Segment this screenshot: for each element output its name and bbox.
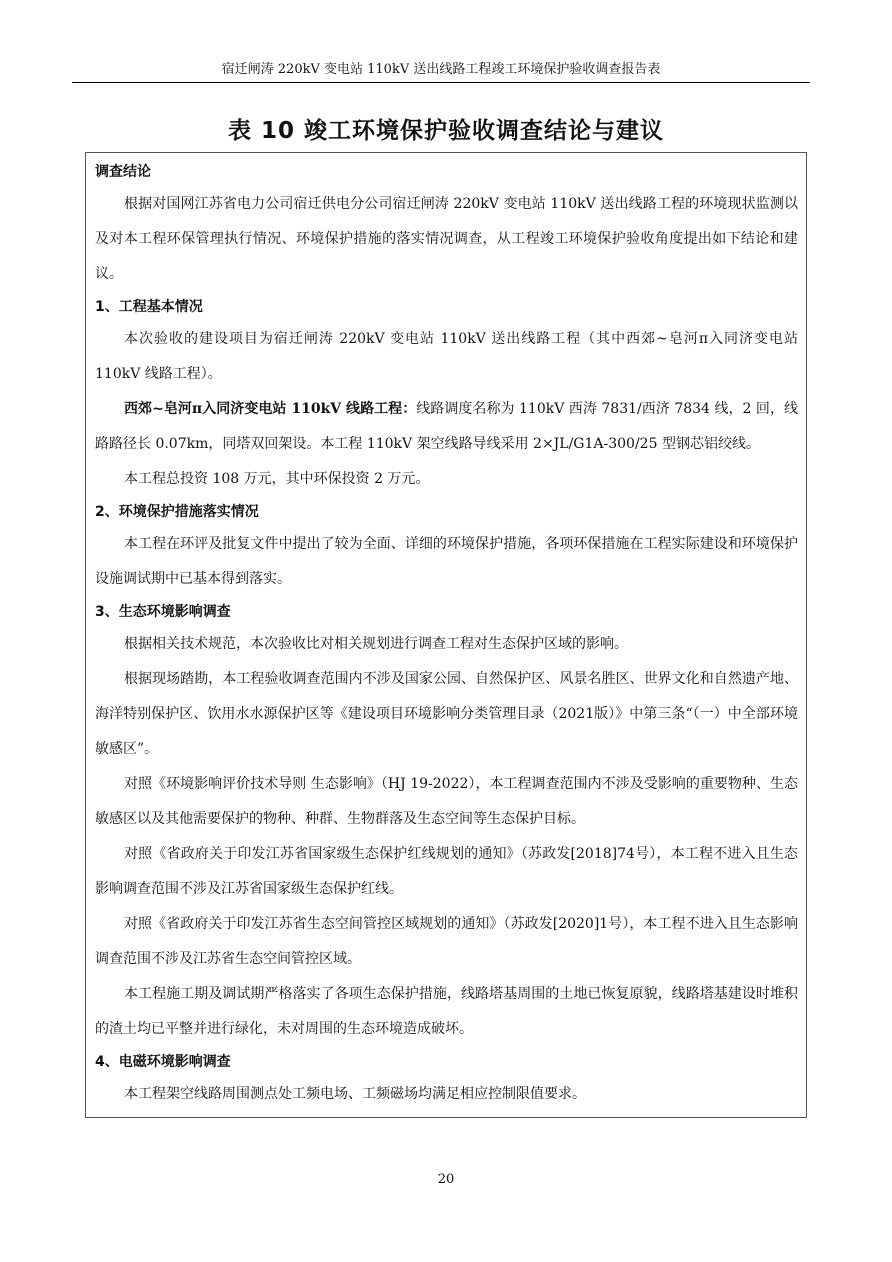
s3-paragraph-5: 对照《省政府关于印发江苏省生态空间管控区域规划的通知》（苏政发[2020]1号），本工程不进入且生态影响调查范围不涉及江苏省生态空间管控区域。 (95, 916, 798, 967)
intro-paragraph: 根据对国网江苏省电力公司宿迁供电分公司宿迁闸涛 220kV 变电站 110kV 送出线路工程的环境现状监测以及对本工程环保管理执行情况、环境保护措施的落实情况调查，从工程竣工环境保护验收角度提出如下结论和建议。 (95, 196, 798, 282)
s3-paragraph-3: 对照《环境影响评价技术导则 生态影响》（HJ 19-2022），本工程调查范围内不涉及受影响的重要物种、生态敏感区以及其他需要保护的物种、种群、生物群落及生态空间等生态保护目标。 (95, 776, 798, 827)
s3-paragraph-1: 根据相关技术规范，本次验收比对相关规划进行调查工程对生态保护区域的影响。 (124, 636, 628, 652)
s2-paragraph-1: 本工程在环评及批复文件中提出了较为全面、详细的环境保护措施，各项环保措施在工程实际建设和环境保护设施调试期中已基本得到落实。 (95, 536, 798, 587)
s1-paragraph-3: 本工程总投资 108 万元，其中环保投资 2 万元。 (124, 471, 430, 487)
s1-line-details: 线路调度名称为 110kV 西涛 7831/西济 7834 线，2 回，线路路径长 0.07km，同塔双回架设。本工程 110kV 架空线路导线采用 2×JL/G1A-300/25 型钢芯铝绞线。 (95, 401, 798, 452)
section-heading-3: 3、生态环境影响调查 (95, 604, 231, 620)
conclusion-table-cell (85, 152, 807, 1118)
section-heading-4: 4、电磁环境影响调查 (95, 1054, 231, 1070)
s1-line-name: 西郊~皂河π入同济变电站 110kV 线路工程： (124, 401, 417, 417)
section-heading-2: 2、环境保护措施落实情况 (95, 504, 259, 520)
s4-paragraph-1: 本工程架空线路周围测点处工频电场、工频磁场均满足相应控制限值要求。 (124, 1086, 586, 1102)
section-heading-conclusion: 调查结论 (95, 164, 151, 180)
s3-paragraph-4: 对照《省政府关于印发江苏省国家级生态保护红线规划的通知》（苏政发[2018]74号），本工程不进入且生态影响调查范围不涉及江苏省国家级生态保护红线。 (95, 846, 798, 897)
page-number: 20 (437, 1172, 455, 1187)
page-header: 宿迁闸涛 220kV 变电站 110kV 送出线路工程竣工环境保护验收调查报告表 (72, 60, 810, 83)
section-heading-1: 1、工程基本情况 (95, 299, 203, 315)
s3-paragraph-6: 本工程施工期及调试期严格落实了各项生态保护措施，线路塔基周围的土地已恢复原貌，线路塔基建设时堆积的渣土均已平整并进行绿化，未对周围的生态环境造成破坏。 (95, 986, 798, 1037)
s3-paragraph-2: 根据现场踏勘，本工程验收调查范围内不涉及国家公园、自然保护区、风景名胜区、世界文化和自然遗产地、海洋特别保护区、饮用水水源保护区等《建设项目环境影响分类管理目录（2021版）》中第三条“（一）中全部环境敏感区”。 (95, 671, 798, 757)
s1-paragraph-2 (95, 392, 798, 462)
page-title: 表 10 竣工环境保护验收调查结论与建议 (227, 118, 665, 144)
s1-paragraph-1: 本次验收的建设项目为宿迁闸涛 220kV 变电站 110kV 送出线路工程（其中西郊~皂河π入同济变电站 110kV 线路工程）。 (95, 331, 798, 382)
